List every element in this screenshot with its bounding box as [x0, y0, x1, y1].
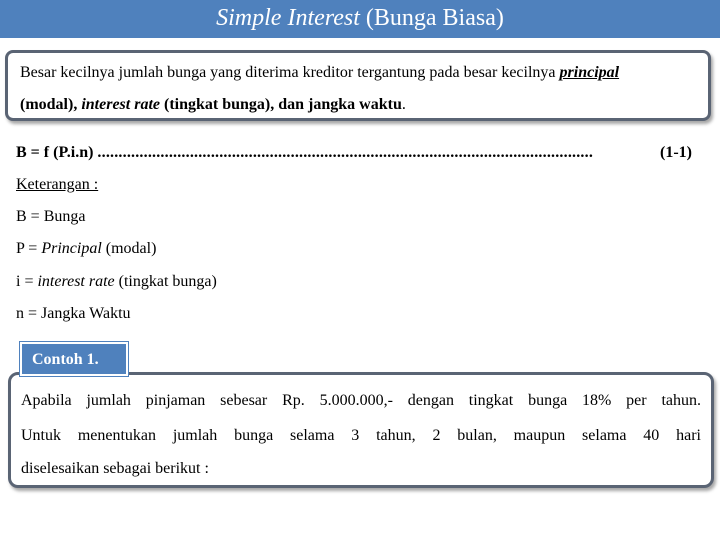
intro-line-1-text: Besar kecilnya jumlah bunga yang diterima kreditor tergantung pada besar kecilnya [20, 64, 560, 81]
example-tab: Contoh 1. [20, 342, 128, 376]
legend-p-prefix: P = [16, 240, 42, 257]
example-line-1: Apabila jumlah pinjaman sebesar Rp. 5.000.000,- dengan tingkat bunga 18% per tahun. [21, 392, 701, 409]
legend-p [16, 240, 156, 258]
example-box [8, 372, 714, 488]
legend-i-prefix: i = [16, 273, 38, 290]
legend-p-suffix: (modal) [101, 240, 157, 257]
legend-heading: Keterangan : [16, 176, 99, 193]
legend-i-term: interest rate [37, 273, 115, 290]
formula-text: B = f (P.i.n) [16, 144, 98, 161]
intro-line-1 [20, 63, 700, 83]
intro-line-2-end: . [401, 96, 406, 113]
legend-b: B = Bunga [16, 208, 86, 225]
intro-line-2-b: (tingkat bunga), dan jangka waktu [160, 96, 402, 113]
intro-line-2-a: (modal), [20, 96, 82, 113]
legend-i [16, 273, 217, 291]
intro-interest-rate-term: interest rate [81, 96, 160, 113]
legend-i-suffix: (tingkat bunga) [114, 273, 217, 290]
title-plain: (Bunga Biasa) [365, 5, 504, 31]
legend-p-term: Principal [41, 240, 102, 257]
formula-line [16, 144, 692, 162]
formula-dots: ...................................................................................................................... [97, 144, 594, 161]
formula-number: (1-1) [660, 144, 692, 161]
intro-box [5, 50, 711, 121]
intro-principal-term: principal [559, 64, 620, 81]
example-line-2: Untuk menentukan jumlah bunga selama 3 tahun, 2 bulan, maupun selama 40 hari [21, 427, 701, 444]
legend-n: n = Jangka Waktu [16, 305, 131, 322]
intro-line-2 [20, 95, 700, 115]
slide-title [0, 0, 720, 38]
example-line-3: diselesaikan sebagai berikut : [21, 460, 209, 477]
title-italic: Simple Interest [216, 5, 360, 31]
